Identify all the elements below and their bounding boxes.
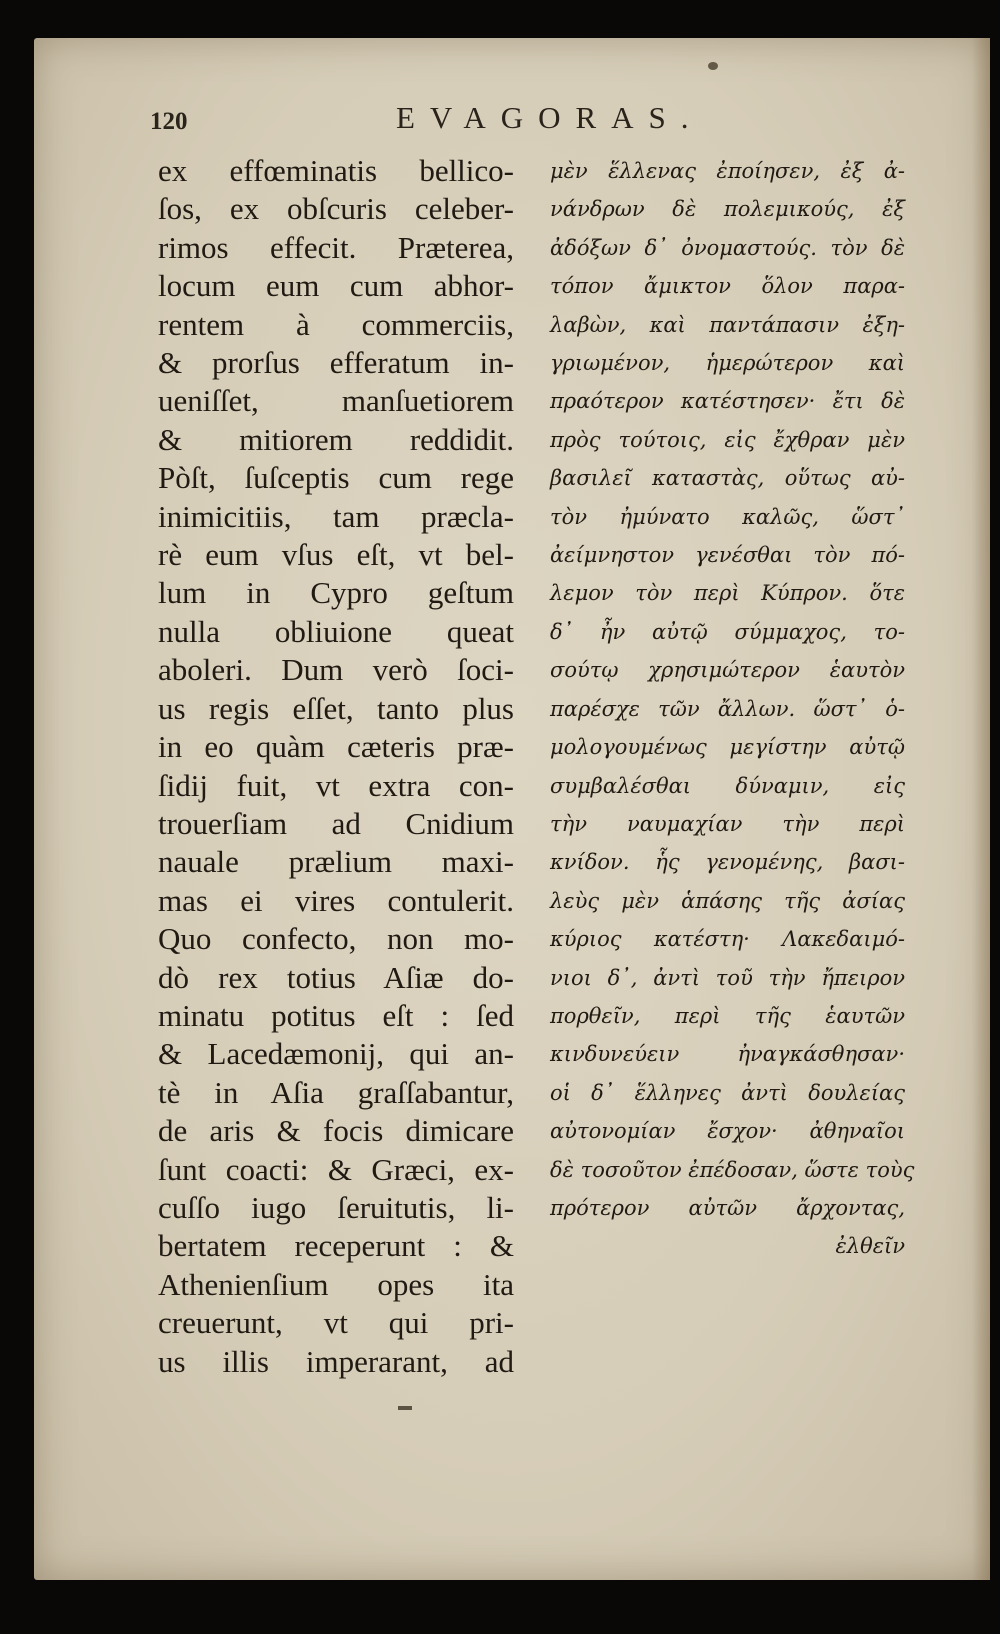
greek-text-line: δὲ τοσοῦτον ἐπέδοσαν, ὥστε τοὺς <box>550 1157 915 1182</box>
latin-text-line: us illis imperarant, ad <box>158 1343 514 1379</box>
page-header <box>0 100 1000 140</box>
greek-text-line: κύριος κατέστη· Λακεδαιμό- <box>550 927 905 952</box>
latin-text-line: cuſſo iugo ſeruitutis, li- <box>158 1189 514 1225</box>
greek-text-line: ἐλθεῖν <box>835 1234 905 1259</box>
latin-text-line: ſos, ex obſcuris celeber- <box>158 191 514 227</box>
greek-text-line: πρότερον αὐτῶν ἄρχοντας, <box>550 1195 905 1220</box>
greek-text-line: λεὺς μὲν ἁπάσης τῆς ἀσίας <box>550 888 905 913</box>
latin-text-line: & Lacedæmonij, qui an- <box>158 1036 514 1072</box>
latin-text-line: ueniſſet, manſuetiorem <box>158 383 514 419</box>
latin-text-line: ſunt coacti: & Græci, ex- <box>158 1151 514 1187</box>
latin-text-line: tè in Aſia graſſabantur, <box>158 1074 514 1110</box>
catchword-mark <box>398 1406 412 1410</box>
greek-text-line: σούτῳ χρησιμώτερον ἑαυτὸν <box>550 658 905 683</box>
latin-text-line: rentem à commerciis, <box>158 306 514 342</box>
greek-text-line: αὐτονομίαν ἔσχον· ἀθηναῖοι <box>550 1119 905 1144</box>
latin-text-line: bertatem receperunt : & <box>158 1228 514 1264</box>
latin-text-line: us regis eſſet, tanto plus <box>158 690 514 726</box>
greek-text-line: πρὸς τούτοις, εἰς ἔχθραν μὲν <box>550 427 905 452</box>
greek-text-line: πραότερον κατέστησεν· ἔτι δὲ <box>550 389 905 414</box>
latin-text-line: trouerſiam ad Cnidium <box>158 805 514 841</box>
latin-text-line: de aris & focis dimicare <box>158 1113 514 1149</box>
greek-text-line: οἱ δ᾽ ἕλληνες ἀντὶ δουλείας <box>550 1080 905 1105</box>
greek-column <box>550 152 915 1266</box>
latin-text-line: nulla obliuione queat <box>158 613 514 649</box>
latin-text-line: & prorſus efferatum in- <box>158 345 514 381</box>
latin-text-line: Athenienſium opes ita <box>158 1266 514 1302</box>
greek-text-line: συμβαλέσθαι δύναμιν, εἰς <box>550 773 905 798</box>
running-head: EVAGORAS. <box>396 100 704 135</box>
page-number: 120 <box>150 108 188 135</box>
greek-text-line: λεμον τὸν περὶ Κύπρον. ὅτε <box>550 581 905 606</box>
latin-text-line: ex effœminatis bellico- <box>158 153 514 188</box>
greek-text-line: ἀδόξων δ᾽ ὀνομαστούς. τὸν δὲ <box>550 235 905 260</box>
latin-column <box>158 152 514 1381</box>
latin-text-line: inimicitiis, tam præcla- <box>158 498 514 534</box>
latin-text-line: nauale prælium maxi- <box>158 844 514 880</box>
greek-text-line: κινδυνεύειν ἠναγκάσθησαν· <box>550 1042 905 1067</box>
latin-text-line: rimos effecit. Præterea, <box>158 229 514 265</box>
latin-text-line: locum eum cum abhor- <box>158 268 514 304</box>
greek-text-line: πορθεῖν, περὶ τῆς ἑαυτῶν <box>550 1003 905 1028</box>
latin-text-line: rè eum vſus eſt, vt bel- <box>158 537 514 573</box>
latin-text-line: aboleri. Dum verò ſoci- <box>158 652 514 688</box>
greek-text-line: κνίδον. ἧς γενομένης, βασι- <box>550 850 905 875</box>
greek-text-line: παρέσχε τῶν ἄλλων. ὥστ᾽ ὁ- <box>550 696 905 721</box>
greek-text-line: μὲν ἕλλενας ἐποίησεν, ἐξ ἀ- <box>550 159 905 183</box>
latin-text-line: in eo quàm cæteris præ- <box>158 729 514 765</box>
greek-text-line: μολογουμένως μεγίστην αὐτῷ <box>550 735 905 760</box>
greek-text-line: λαβὼν, καὶ παντάπασιν ἐξη- <box>550 312 905 337</box>
ink-mark <box>708 62 718 70</box>
greek-text-line: νιοι δ᾽, ἀντὶ τοῦ τὴν ἤπειρον <box>550 965 905 990</box>
latin-text-line: & mitiorem reddidit. <box>158 421 514 457</box>
greek-text-line: τὸν ἠμύνατο καλῶς, ὥστ᾽ <box>550 504 905 529</box>
latin-text-line: lum in Cypro geſtum <box>158 575 514 611</box>
latin-text-line: creuerunt, vt qui pri- <box>158 1305 514 1341</box>
greek-text-line: γριωμένον, ἡμερώτερον καὶ <box>550 351 905 376</box>
latin-text-line: minatu potitus eſt : ſed <box>158 997 514 1033</box>
latin-text-line: Pòſt, ſuſceptis cum rege <box>158 460 514 496</box>
greek-text-line: τόπον ἄμικτον ὅλον παρα- <box>550 274 905 299</box>
latin-text-line: mas ei vires contulerit. <box>158 882 514 918</box>
latin-text-line: Quo confecto, non mo- <box>158 921 514 957</box>
greek-text-line: δ᾽ ἦν αὐτῷ σύμμαχος, το- <box>550 619 905 644</box>
greek-text-line: ἀείμνηστον γενέσθαι τὸν πό- <box>550 543 905 568</box>
page-edge-shadow <box>972 38 990 1580</box>
latin-text-line: ſidij fuit, vt extra con- <box>158 767 514 803</box>
greek-text-line: νάνδρων δὲ πολεμικούς, ἐξ <box>550 197 905 222</box>
latin-text-line: dò rex totius Aſiæ do- <box>158 959 514 995</box>
greek-text-line: τὴν ναυμαχίαν τὴν περὶ <box>550 811 905 836</box>
greek-text-line: βασιλεῖ καταστὰς, οὕτως αὐ- <box>550 466 905 491</box>
